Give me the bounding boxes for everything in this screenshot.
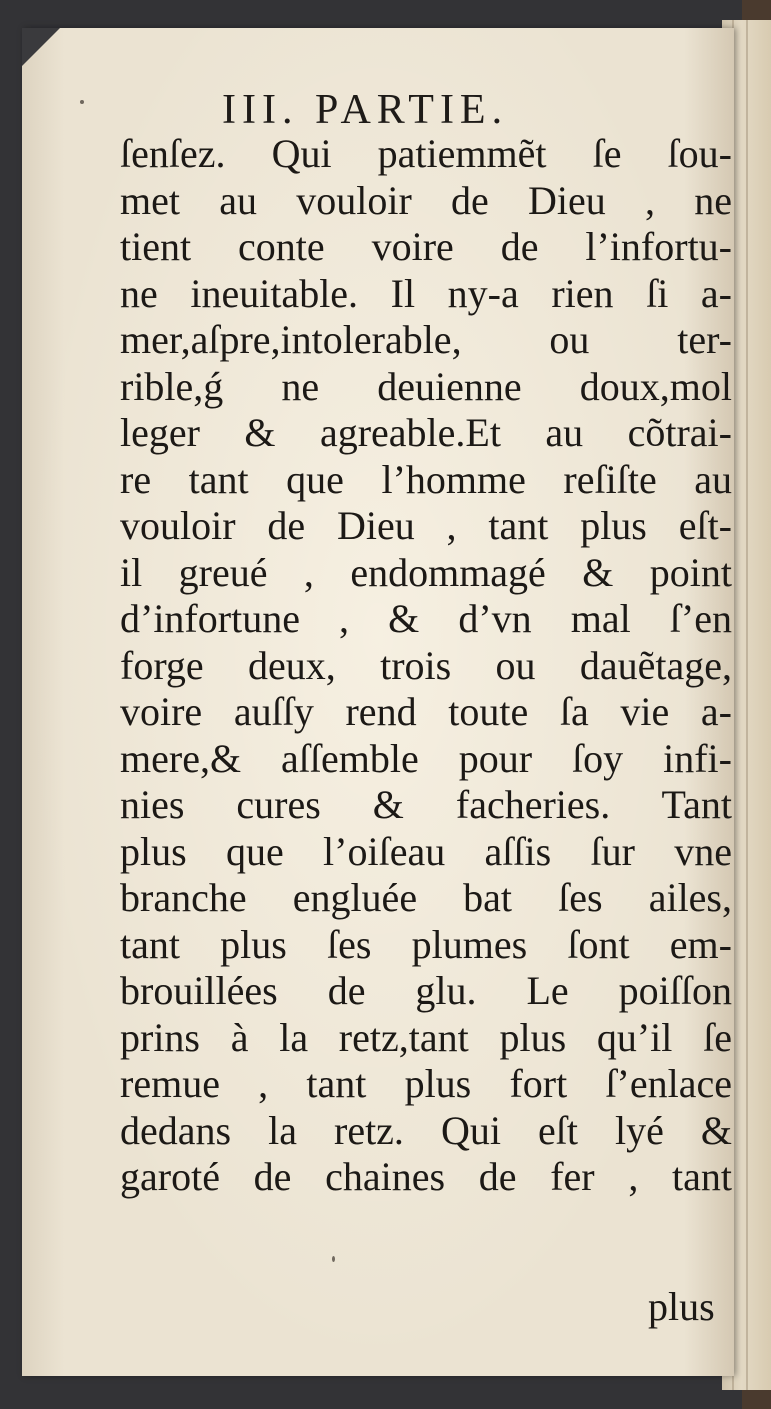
text-block [120,131,732,1201]
ink-speck [332,1256,335,1262]
text-line: tant plus ſes plumes ſont em- [120,921,732,967]
text-line: rible,ǵ ne deuienne doux,mol [120,363,732,409]
text-line: vouloir de Dieu , tant plus eſt- [120,503,732,548]
text-line: d’infortune , & d’vn mal ſ’en [120,596,732,641]
text-line: re tant que l’homme reſiſte au [120,456,732,502]
text-line: il greué , endommagé & point [120,549,732,595]
text-line: remue , tant plus fort ſ’enlace [120,1061,732,1106]
text-line: branche engluée bat ſes ailes, [120,875,732,920]
text-line: mer,aſpre,intolerable, ou ter- [120,317,732,362]
page-edge-line [746,20,748,1390]
text-line: tient conte voire de l’infortu- [120,224,732,269]
text-line: plus que l’oiſeau aſſis ſur vne [120,828,732,874]
text-line: met au vouloir de Dieu , ne [120,177,732,223]
text-line: nies cures & facheries. Tant [120,782,732,827]
text-line: dedans la retz. Qui eſt lyé & [120,1107,732,1153]
text-line: brouillées de glu. Le poiſſon [120,968,732,1013]
text-line: garoté de chaines de fer , tant [120,1154,732,1199]
text-line: mere,& aſſemble pour ſoy infi- [120,735,732,781]
text-line: forge deux, trois ou dauẽtage, [120,642,732,688]
running-header: III. PARTIE. [222,87,509,133]
text-line: prins à la retz,tant plus qu’il ſe [120,1014,732,1060]
ink-speck [80,100,84,104]
text-line: voire auſſy rend toute ſa vie a- [120,689,732,734]
text-line: ne ineuitable. Il ny-a rien ſi a- [120,270,732,316]
page-corner [22,28,60,66]
text-line: ſenſez. Qui patiemmẽt ſe ſou- [120,131,732,176]
text-line: leger & agreable.Et au cõtrai- [120,410,732,455]
catchword: plus [648,1284,715,1329]
book-page [22,28,734,1376]
